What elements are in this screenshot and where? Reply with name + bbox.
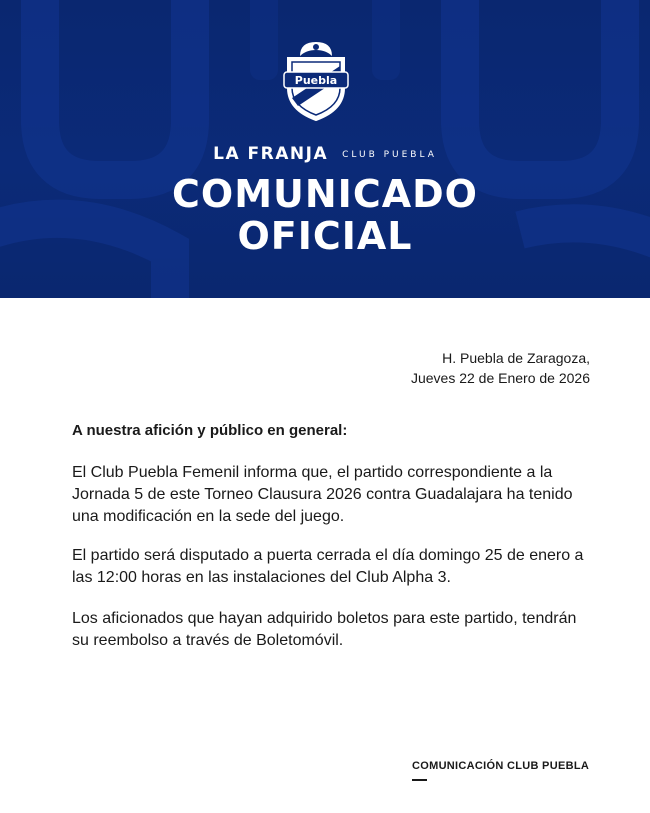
paragraph-2: El partido será disputado a puerta cerrada el día domingo 25 de enero a las 12:00 horas en las instalaciones del Club Alpha 3. bbox=[72, 547, 584, 586]
date-text: Jueves 22 de Enero de 2026 bbox=[410, 370, 590, 386]
place-date-block bbox=[411, 348, 590, 388]
club-puebla-label: CLUB PUEBLA bbox=[342, 150, 437, 160]
club-crest-logo bbox=[280, 36, 352, 122]
paragraph-1: El Club Puebla Femenil informa que, el partido correspondiente a la Jornada 5 de este Torneo Clausura 2026 contra Guadalajara ha tenido una modificación en la sede del juego. bbox=[72, 464, 573, 525]
brand-row bbox=[0, 142, 650, 166]
header-banner bbox=[0, 0, 650, 298]
place-text: H. Puebla de Zaragoza, bbox=[442, 350, 590, 366]
page-title-line2: OFICIAL bbox=[237, 214, 413, 258]
signature-underline bbox=[412, 779, 427, 781]
crest-text: Puebla bbox=[294, 74, 338, 87]
signature: COMUNICACIÓN CLUB PUEBLA bbox=[412, 760, 590, 772]
page-title-line1: COMUNICADO bbox=[172, 172, 478, 216]
paragraph-3: Los aficionados que hayan adquirido boletos para este partido, tendrán su reembolso a través de Boletomóvil. bbox=[72, 610, 577, 649]
greeting: A nuestra afición y público en general: bbox=[72, 422, 348, 439]
la-franja-label: LA FRANJA bbox=[213, 144, 329, 164]
